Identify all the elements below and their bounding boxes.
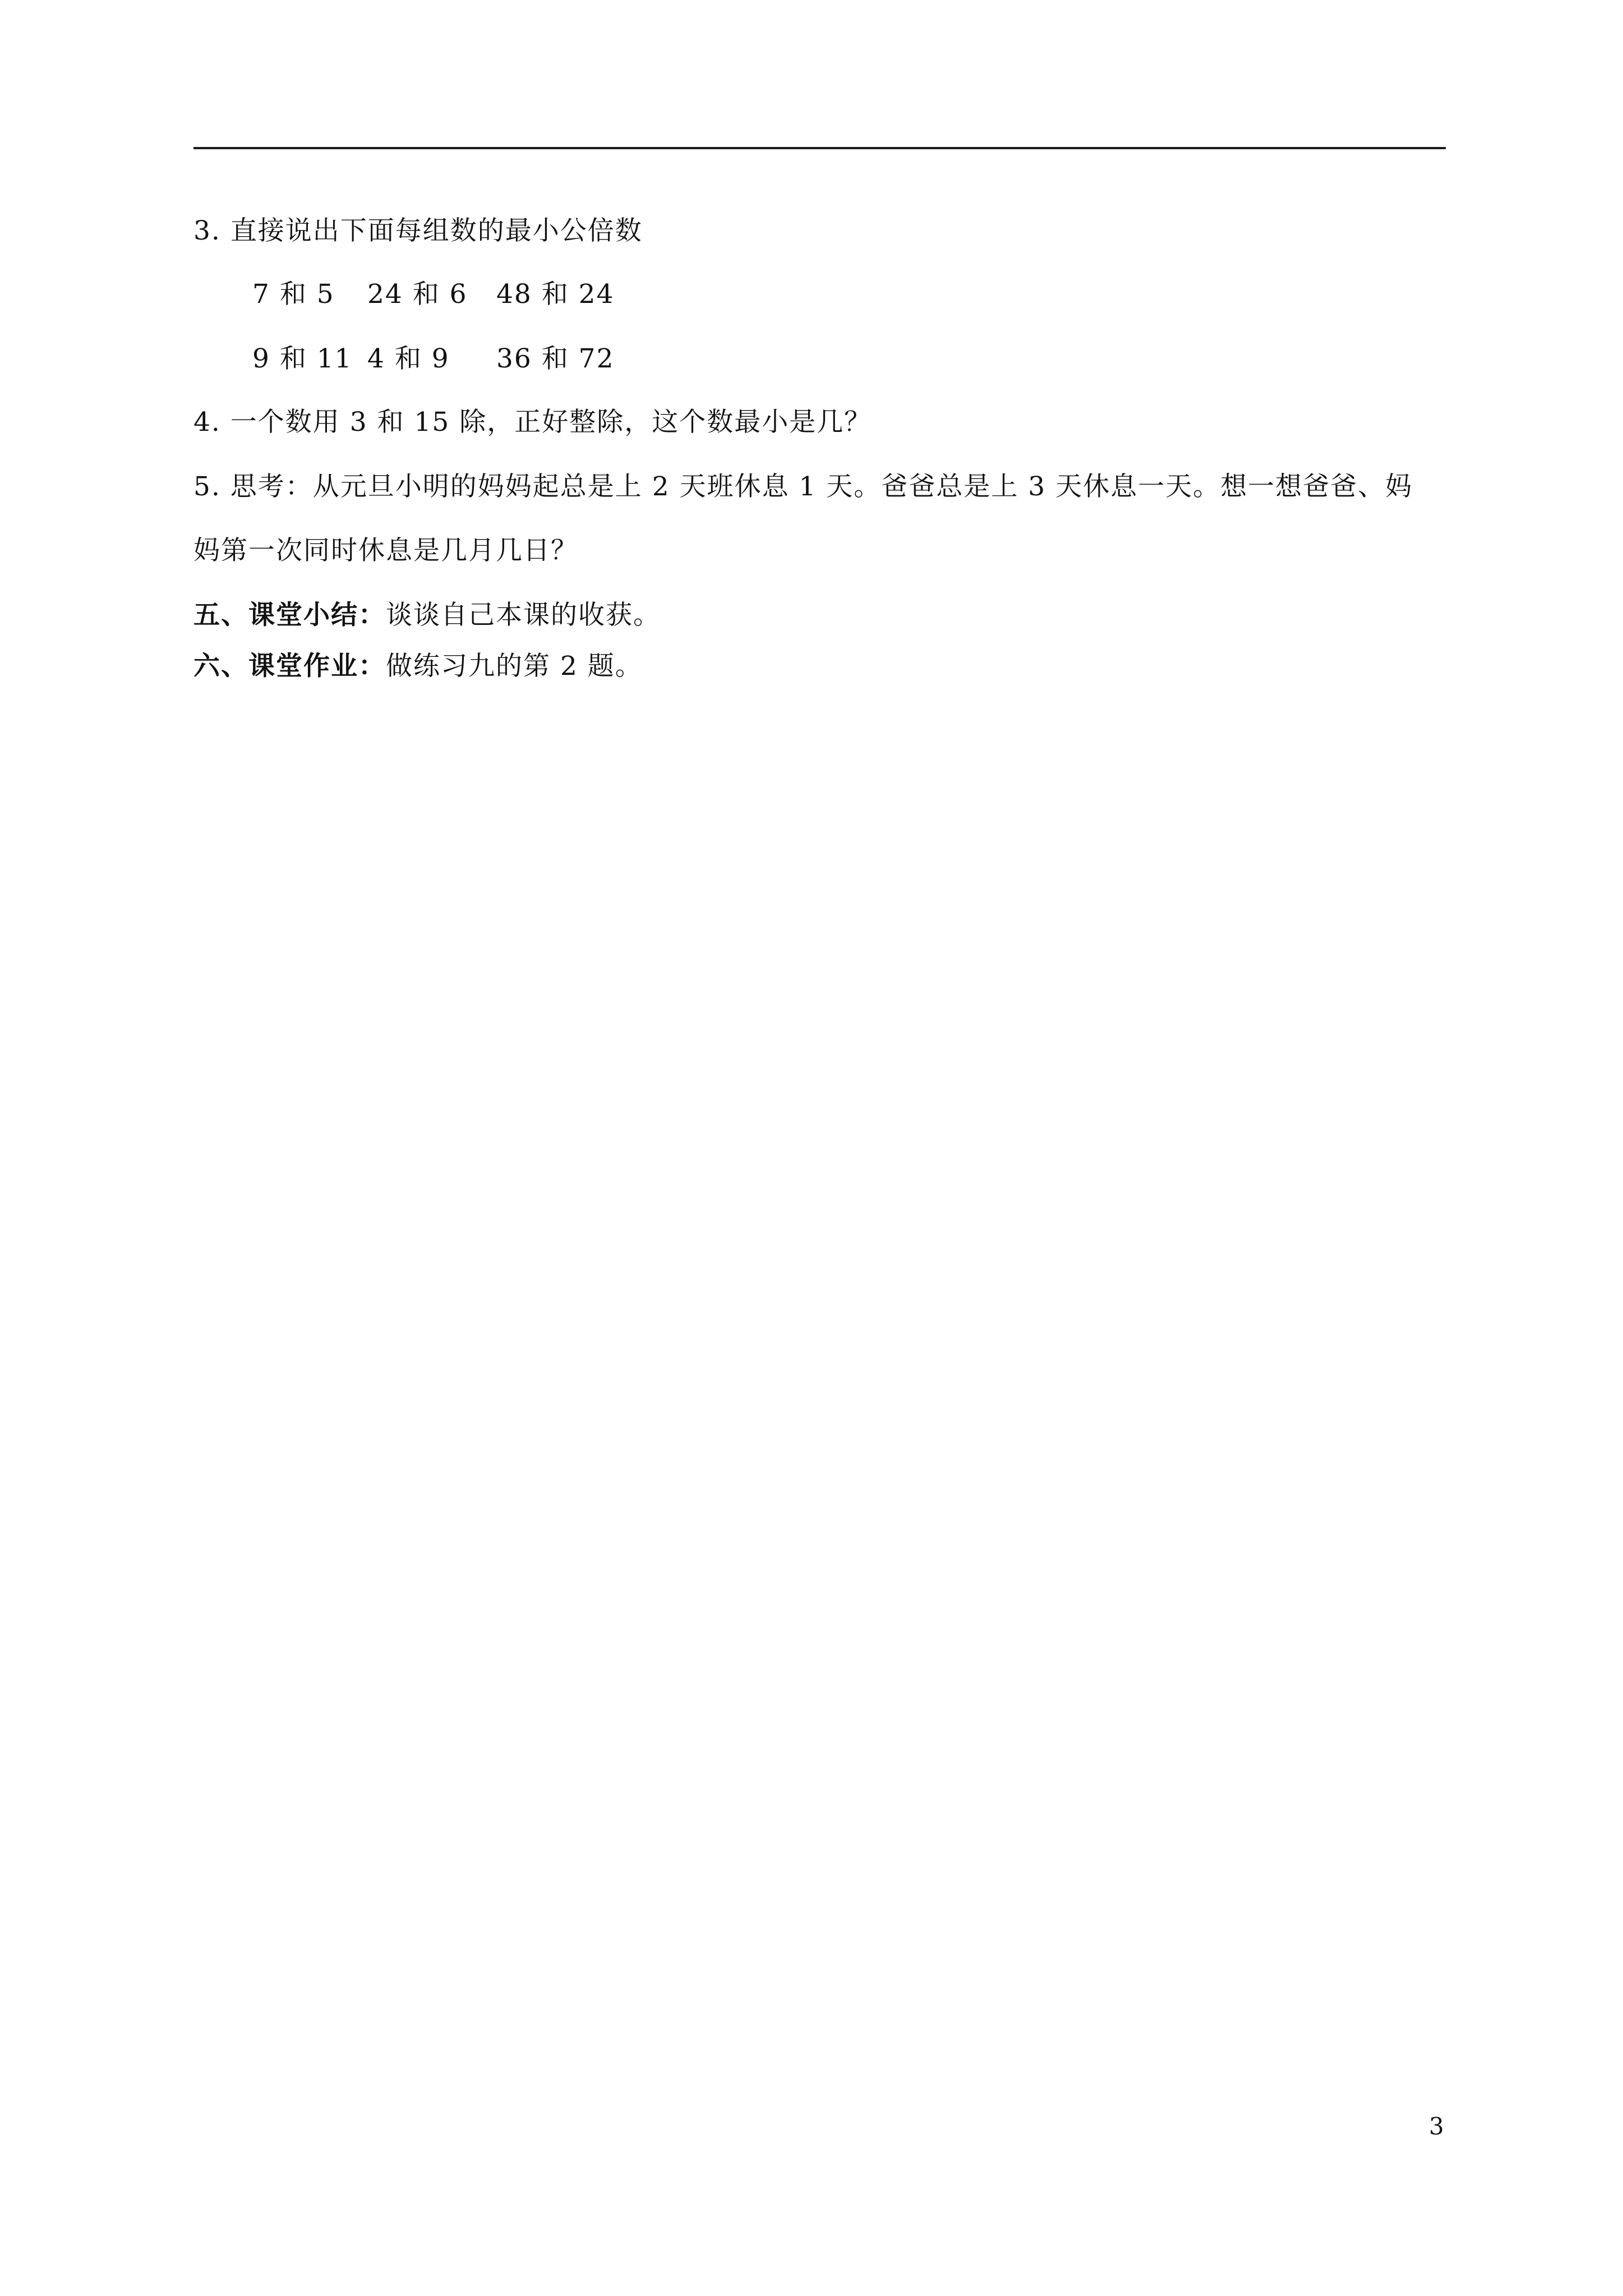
question-4: 4. 一个数用 3 和 15 除，正好整除，这个数最小是几？: [193, 407, 872, 438]
q3-pair: 7 和 5: [252, 279, 335, 310]
section-homework-text: 做练习九的第 2 题。: [386, 651, 643, 682]
q3-pair: 24 和 6: [367, 279, 468, 310]
header-rule: [193, 147, 1446, 149]
q3-pair: 36 和 72: [496, 343, 615, 374]
q3-pair: 4 和 9: [367, 343, 450, 374]
section-homework-heading: 六、课堂作业：: [193, 651, 386, 682]
section-summary-heading: 五、课堂小结：: [193, 600, 386, 631]
question-5-line-1: 5. 思考：从元旦小明的妈妈起总是上 2 天班休息 1 天。爸爸总是上 3 天休息一天。想一想爸爸、妈: [193, 471, 1413, 502]
question-5-line-2: 妈第一次同时休息是几月几日？: [193, 535, 578, 566]
section-summary-text: 谈谈自己本课的收获。: [386, 600, 661, 631]
section-summary: [193, 599, 661, 632]
question-3: 3. 直接说出下面每组数的最小公倍数: [193, 215, 643, 246]
page-number: 3: [1429, 2113, 1444, 2140]
q3-pair: 9 和 11: [252, 343, 353, 374]
section-homework: [193, 650, 643, 683]
q3-pair: 48 和 24: [496, 279, 615, 310]
